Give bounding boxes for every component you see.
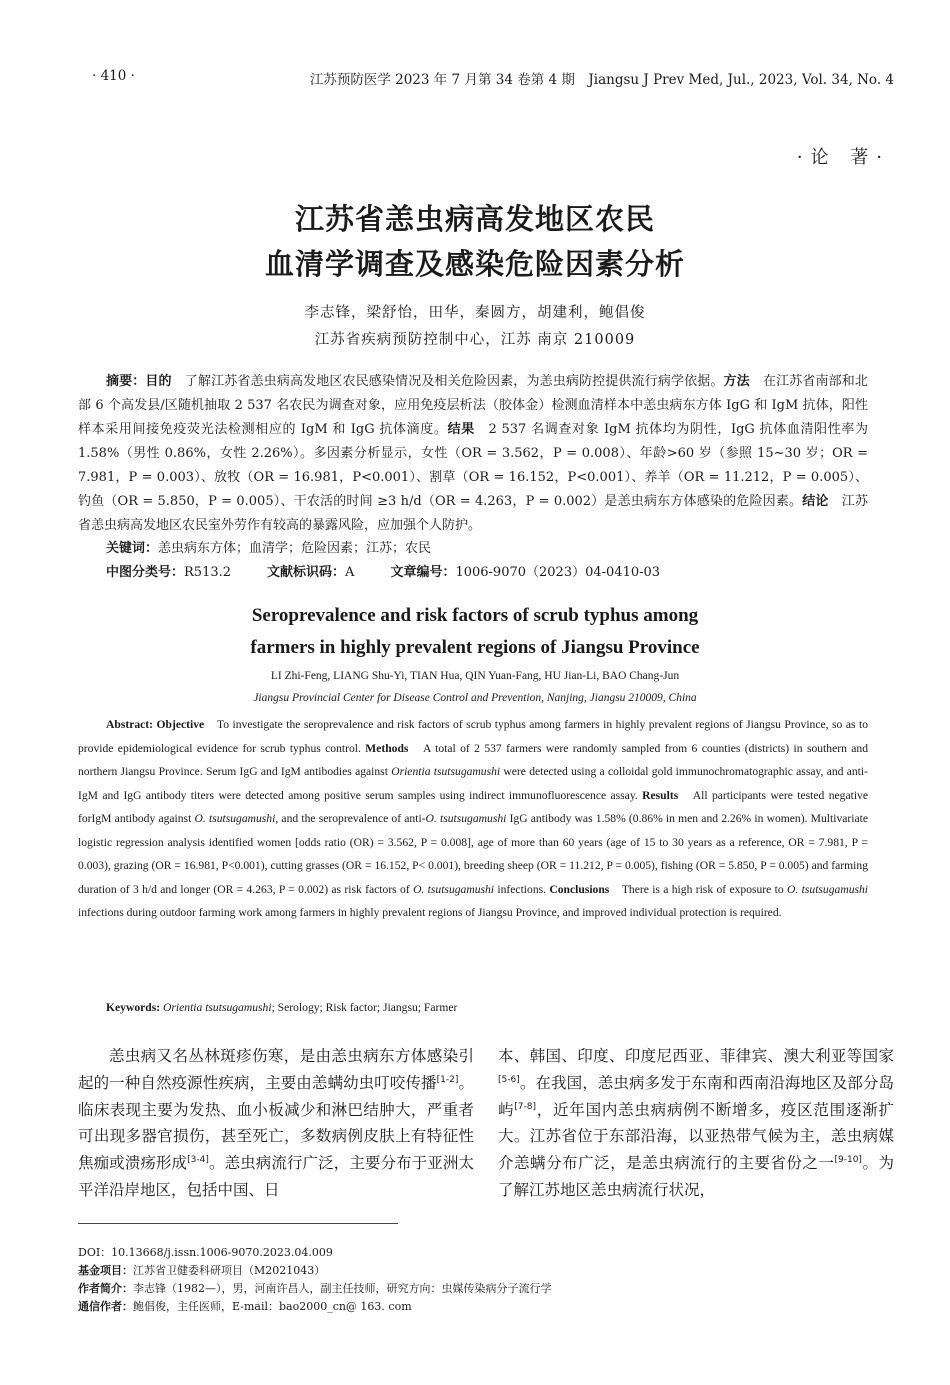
chinese-affiliation: 江苏省疾病预防控制中心，江苏 南京 210009 xyxy=(314,332,636,348)
results-text: 2 537 名调查对象 IgM 抗体均为阴性，IgG 抗体血清阳性率为 1.58%（男性 0.86%，女性 2.26%）。多因素分析显示，女性（OR = 3.562，P = 0.008）、年龄>60 岁（参照 15~30 岁；OR = 7.981，P = 0.003）、放牧（OR = 16.981，P<0.001）、割草（OR = 16.152，P<0.001）、养羊（OR = 11.212，P = 0.005）、钓鱼（OR = 5.850，P = 0.005）、干农活的时间 ≥3 h/d（OR = 4.263，P = 0.002）是恙虫病东方体感染的危险因素。 xyxy=(78,422,868,509)
keywords-text: 恙虫病东方体；血清学；危险因素；江苏；农民 xyxy=(158,541,432,556)
citation-ref: [9-10] xyxy=(834,1155,862,1166)
clc-label: 中图分类号： xyxy=(106,565,185,580)
article-number-label: 文章编号： xyxy=(390,565,456,580)
english-keywords xyxy=(78,996,896,1020)
citation-ref: [1-2] xyxy=(436,1074,459,1085)
footnote-author-bio xyxy=(78,1280,552,1296)
species-name: Orientia tsutsugamushi xyxy=(391,765,501,778)
english-abstract xyxy=(78,713,868,925)
conclusions-en-label: Conclusions xyxy=(549,882,610,896)
funding-label: 基金项目： xyxy=(78,1264,133,1277)
abstract-en-label: Abstract: xyxy=(106,718,154,731)
keywords-en-rest: ; Serology; Risk factor; Jiangsu; Farmer xyxy=(271,1001,458,1014)
english-title-line-2: farmers in highly prevalent regions of Jiangsu Province xyxy=(250,637,700,658)
chinese-title-line-1: 江苏省恙虫病高发地区农民 xyxy=(294,202,655,236)
chinese-keywords xyxy=(78,537,896,561)
results-en-text-b: , and the seroprevalence of anti- xyxy=(275,812,426,825)
methods-en-text-b: were detected using a colloidal gold immunochromatographic assay, and anti-IgM and IgG antibody titers were detected among positive serum samples using indirect immunofluorescence assay. xyxy=(78,765,868,802)
methods-text: 在江苏省南部和北部 6 个高发县/区随机抽取 2 537 名农民为调查对象，应用免疫层析法（胶体金）检测血清样本中恙虫病东方体 IgG 和 IgM 抗体，阳性样本采用间接免疫荧光法检测相应的 IgM 和 IgG 抗体滴度。 xyxy=(78,374,868,437)
species-name: O. tsutsugamushi xyxy=(194,812,276,825)
corresponding-label: 通信作者： xyxy=(78,1300,133,1313)
body-column-left xyxy=(78,1043,474,1204)
english-affiliation: Jiangsu Provincial Center for Disease Control and Prevention, Nanjing, Jiangsu 210009, China xyxy=(253,692,697,704)
conclusion-label: 结论 xyxy=(802,494,829,509)
body-text: 恙虫病又名丛林斑疹伤寒，是由恙虫病东方体感染引起的一种自然疫源性疾病，主要由恙螨幼虫叮咬传播 xyxy=(78,1047,474,1092)
results-en-text-d: infections. xyxy=(497,882,547,896)
chinese-abstract xyxy=(78,370,868,538)
page-number: · 410 · xyxy=(92,68,135,84)
footnote-doi: DOI：10.13668/j.issn.1006-9070.2023.04.009 xyxy=(78,1246,333,1259)
doc-code-label: 文献标识码： xyxy=(267,565,346,580)
funding-text: 江苏省卫健委科研项目（M2021043） xyxy=(133,1264,326,1277)
chinese-title-line-2: 血清学调查及感染危险因素分析 xyxy=(264,247,685,281)
doc-code-value: A xyxy=(345,565,355,580)
conclusion-text: 江苏省恙虫病高发地区农民室外劳作有较高的暴露风险，应加强个人防护。 xyxy=(78,494,868,533)
keywords-en-label: Keywords: xyxy=(106,1001,161,1014)
abstract-label: 摘要： xyxy=(106,374,146,389)
methods-en-label: Methods xyxy=(365,741,409,755)
conclusions-en-text-a: There is a high risk of exposure to xyxy=(621,882,784,896)
body-text: 。在我国，恙虫病多发于东南和西南沿海地区及部分岛屿 xyxy=(498,1073,894,1119)
objective-en-label: Objective xyxy=(156,718,205,731)
results-en-text-a: All participants were tested negative forIgM antibody against xyxy=(78,788,868,825)
citation-ref: [7-8] xyxy=(514,1101,537,1112)
species-name: O. tsutsugamushi xyxy=(413,882,495,896)
body-text: 。为了解江苏地区恙虫病流行状况， xyxy=(498,1154,894,1199)
section-label: ·论 著· xyxy=(796,147,890,168)
results-en-label: Results xyxy=(642,788,679,802)
conclusions-en-text-b: infections during outdoor farming work among farmers in highly prevalent regions of Jiangsu Province, and improved individual protection is required. xyxy=(78,906,782,919)
keywords-label: 关键词： xyxy=(106,541,159,556)
body-text: 本、韩国、印度、印度尼西亚、菲律宾、澳大利亚等国家 xyxy=(498,1047,894,1065)
objective-en-text: To investigate the seroprevalence and risk factors of scrub typhus among farmers in highly prevalent regions of Jiangsu Province, so as to provide epidemiological evidence for scrub typhus control. xyxy=(78,718,868,755)
author-bio-label: 作者简介： xyxy=(78,1282,133,1295)
species-name: Orientia tsutsugamushi xyxy=(163,1001,272,1014)
clc-value: R513.2 xyxy=(184,565,232,580)
body-text: 。恙虫病流行广泛，主要分布于亚洲太平洋沿岸地区，包括中国、日 xyxy=(78,1154,474,1199)
chinese-authors: 李志锋，梁舒怡，田华，秦圆方，胡建利，鲍倡俊 xyxy=(304,305,646,321)
results-en-text-c: IgG antibody was 1.58% (0.86% in men and 2.26% in women). Multivariate logistic regression analysis identified women [odds ratio (OR) = 3.562, P = 0.008], age of more than 60 years (age of 15 to 30 years as a reference, OR = 7.981, P = 0.003), grazing (OR = 16.981, P<0.001), cutting grasses (OR = 16.152, P< 0.001), breeding sheep (OR = 11.212, P = 0.005), fishing (OR = 5.850, P = 0.005) and farming duration of 3 h/d and longer (OR = 4.263, P = 0.002) as risk factors of xyxy=(78,812,868,896)
body-column-right xyxy=(498,1043,894,1204)
corresponding-text: 鲍倡俊，主任医师，E-mail：bao2000_cn@ 163. com xyxy=(133,1300,412,1313)
methods-label: 方法 xyxy=(723,374,750,389)
citation-ref: [3-4] xyxy=(187,1155,209,1166)
objective-label: 目的 xyxy=(145,374,172,389)
author-bio-text: 李志锋（1982—），男，河南许昌人，副主任技师，研究方向：虫媒传染病分子流行学 xyxy=(133,1282,552,1295)
footnote-corresponding xyxy=(78,1298,412,1314)
footnote-divider xyxy=(78,1223,398,1224)
classification-line xyxy=(78,561,896,585)
article-number-value: 1006-9070（2023）04-0410-03 xyxy=(455,565,661,580)
methods-en-text-a: A total of 2 537 farmers were randomly sampled from 6 counties (districts) in southern and northern Jiangsu Province. Serum IgG and IgM antibodies against xyxy=(78,741,868,778)
objective-text: 了解江苏省恙虫病高发地区农民感染情况及相关危险因素，为恙虫病防控提供流行病学依据。 xyxy=(184,374,724,389)
species-name: O. tsutsugamushi xyxy=(787,882,869,896)
english-title-line-1: Seroprevalence and risk factors of scrub typhus among xyxy=(251,605,699,626)
citation-ref: [5-6] xyxy=(498,1074,520,1085)
journal-header: 江苏预防医学 2023 年 7 月第 34 卷第 4 期 Jiangsu J Prev Med, Jul., 2023, Vol. 34, No. 4 xyxy=(309,72,894,88)
english-authors: LI Zhi-Feng, LIANG Shu-Yi, TIAN Hua, QIN Yuan-Fang, HU Jian-Li, BAO Chang-Jun xyxy=(270,670,680,682)
body-text: ，近年国内恙虫病病例不断增多，疫区范围逐渐扩大。江苏省位于东部沿海，以亚热带气候为主，恙虫病媒介恙螨分布广泛，是恙虫病流行的主要省份之一 xyxy=(498,1100,894,1173)
body-text: 。临床表现主要为发热、血小板减少和淋巴结肿大，严重者可出现多器官损伤，甚至死亡，多数病例皮肤上有特征性焦痂或溃疡形成 xyxy=(78,1073,474,1173)
species-name: O. tsutsugamushi xyxy=(425,812,507,825)
footnote-funding xyxy=(78,1262,325,1278)
results-label: 结果 xyxy=(447,422,475,437)
